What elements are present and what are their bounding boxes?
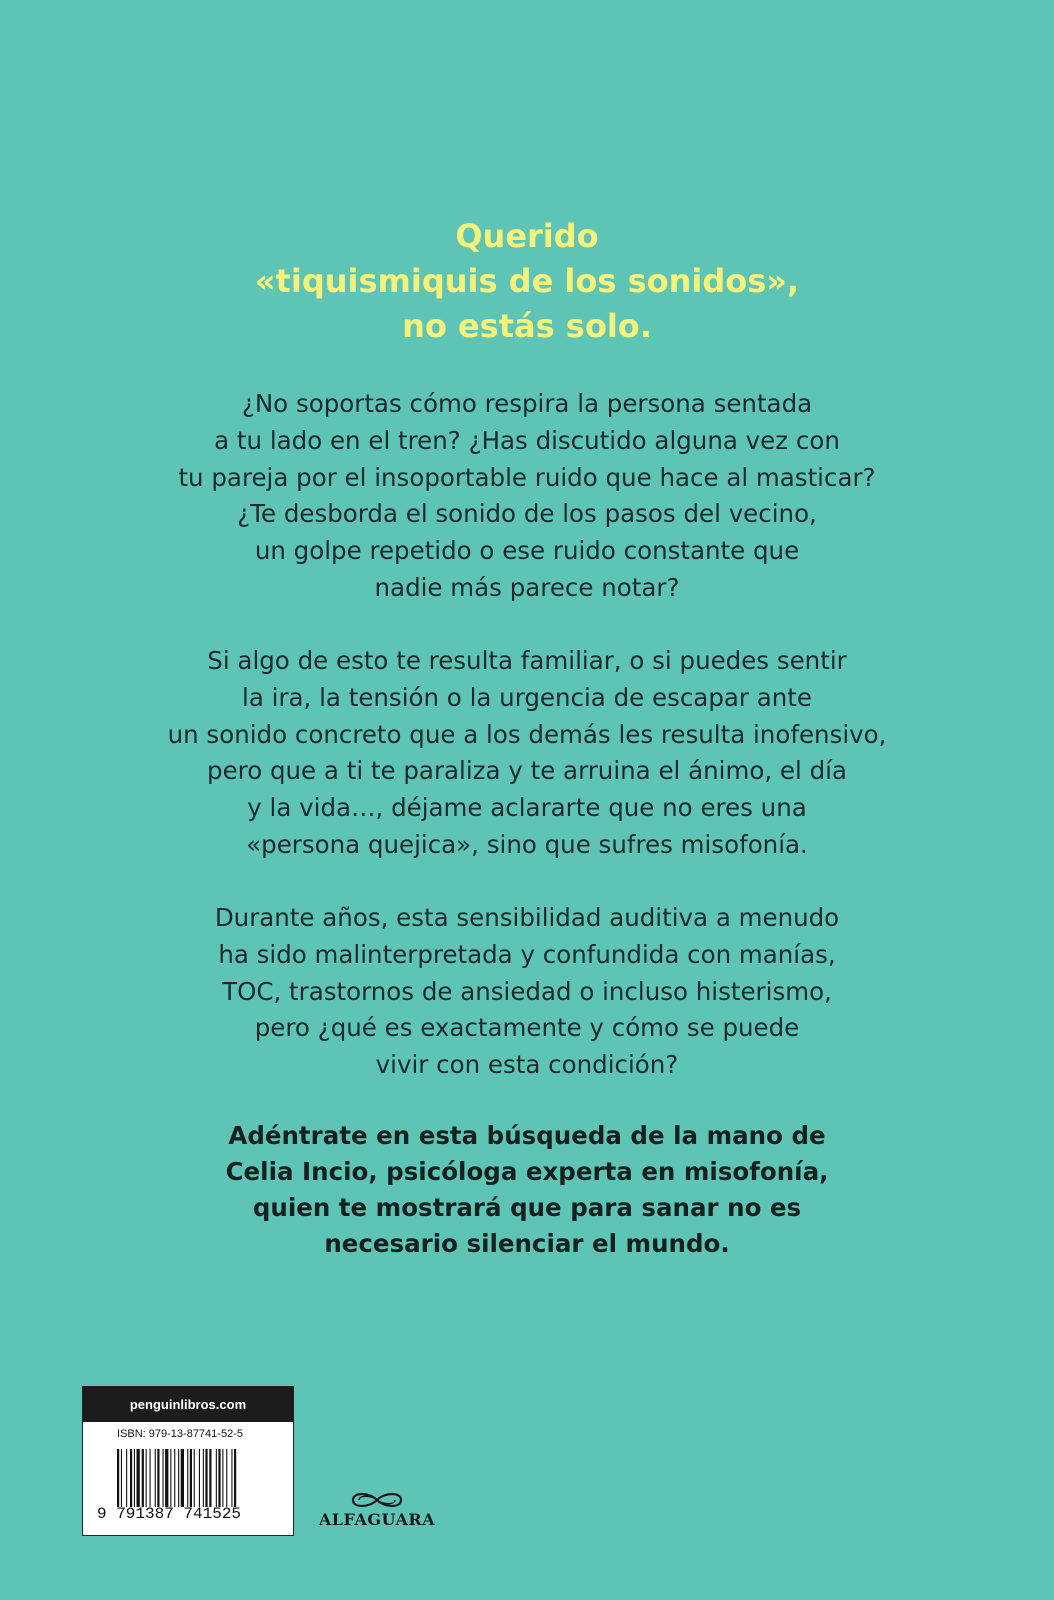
infinity-knot-icon bbox=[347, 1490, 407, 1510]
paragraph-line: Si algo de esto te resulta familiar, o si puedes sentir bbox=[207, 646, 847, 675]
closing-line: necesario silenciar el mundo. bbox=[324, 1229, 730, 1258]
closing-line: Adéntrate en esta búsqueda de la mano de bbox=[228, 1121, 826, 1150]
paragraph-line: ¿Te desborda el sonido de los pasos del vecino, bbox=[237, 499, 817, 529]
paragraph-line: nadie más parece notar? bbox=[374, 572, 680, 602]
paragraph-history bbox=[0, 900, 1054, 1084]
website-label: penguinlibros.com bbox=[83, 1387, 293, 1422]
paragraph-line: pero que a ti te paraliza y te arruina el ánimo, el día bbox=[207, 756, 847, 786]
paragraph-line: vivir con esta condición? bbox=[375, 1050, 679, 1080]
paragraph-line: a tu lado en el tren? ¿Has discutido alguna vez con bbox=[214, 425, 840, 455]
closing-statement bbox=[0, 1118, 1054, 1262]
paragraph-line: ha sido malinterpretada y confundida con manías, bbox=[218, 939, 836, 969]
headline bbox=[0, 214, 1054, 349]
paragraph-line: la ira, la tensión o la urgencia de escapar ante bbox=[242, 682, 812, 712]
publisher-name: ALFAGUARA bbox=[318, 1510, 436, 1529]
closing-line: Celia Incio, psicóloga experta en misofonía, bbox=[225, 1157, 829, 1186]
barcode-box bbox=[82, 1386, 294, 1536]
paragraph-line: «persona quejica», sino que sufres misofonía. bbox=[246, 829, 808, 859]
paragraph-line: y la vida…, déjame aclararte que no eres una bbox=[247, 793, 807, 823]
publisher-logo bbox=[312, 1490, 442, 1536]
barcode-bars bbox=[117, 1449, 269, 1507]
headline-line: «tiquismiquis de los sonidos», bbox=[254, 262, 800, 300]
headline-line: Querido bbox=[455, 217, 599, 255]
paragraph-familiar bbox=[0, 643, 1054, 864]
isbn-label: ISBN: 979-13-87741-52-5 bbox=[117, 1428, 243, 1440]
paragraph-line: pero ¿qué es exactamente y cómo se puede bbox=[254, 1013, 800, 1043]
paragraph-line: tu pareja por el insoportable ruido que hace al masticar? bbox=[178, 462, 876, 492]
barcode-digits: 9 791387 741525 bbox=[97, 1505, 242, 1523]
paragraph-line: Durante años, esta sensibilidad auditiva a menudo bbox=[214, 903, 840, 932]
paragraph-questions bbox=[0, 386, 1054, 607]
paragraph-line: ¿No soportas cómo respira la persona sentada bbox=[241, 389, 813, 418]
paragraph-line: TOC, trastornos de ansiedad o incluso histerismo, bbox=[222, 976, 832, 1006]
closing-line: quien te mostrará que para sanar no es bbox=[252, 1193, 802, 1222]
paragraph-line: un sonido concreto que a los demás les resulta inofensivo, bbox=[167, 719, 887, 749]
headline-line: no estás solo. bbox=[402, 307, 652, 345]
paragraph-line: un golpe repetido o ese ruido constante que bbox=[254, 536, 800, 566]
